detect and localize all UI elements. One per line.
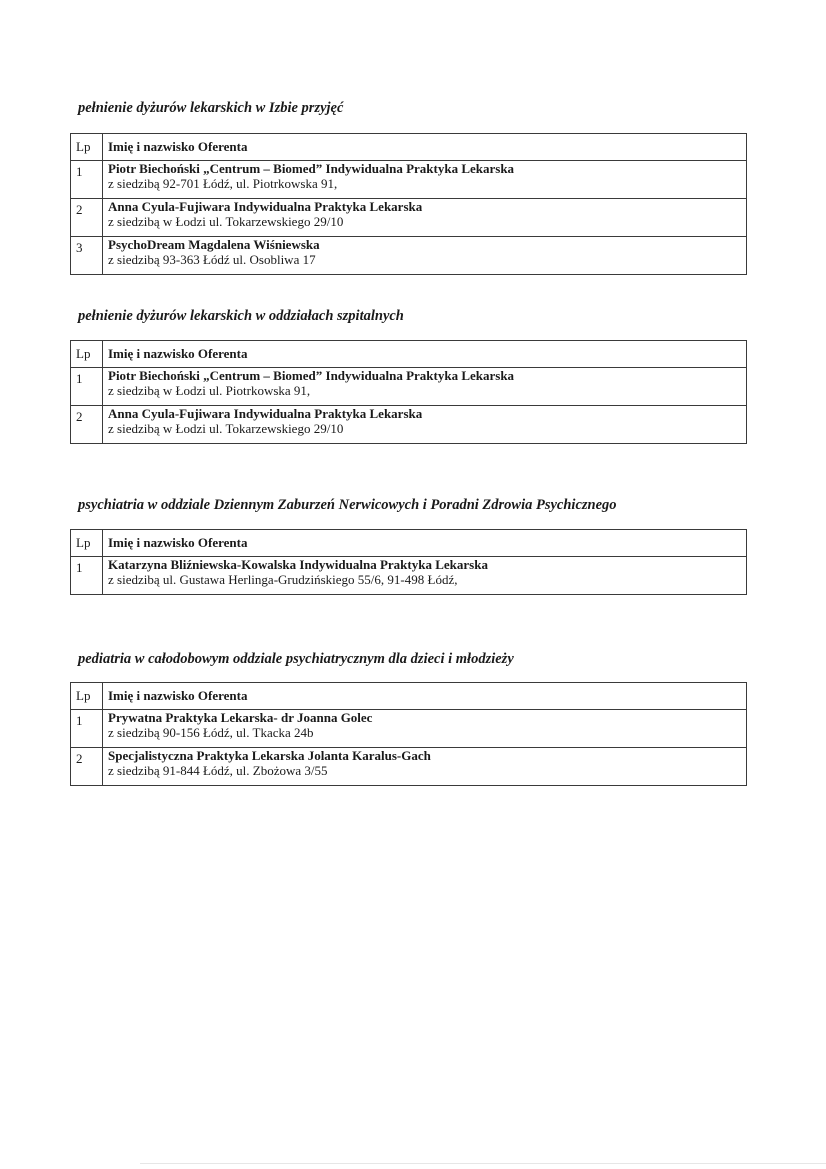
offerent-address: z siedzibą 92-701 Łódź, ul. Piotrkowska 91, bbox=[108, 176, 338, 191]
offerents-table bbox=[70, 133, 747, 275]
offerents-table bbox=[70, 340, 747, 444]
offerent-address: z siedzibą 91-844 Łódź, ul. Zbożowa 3/55 bbox=[108, 763, 328, 778]
table-header-row bbox=[71, 683, 747, 710]
offerent-name: Piotr Biechoński „Centrum – Biomed” Indywidualna Praktyka Lekarska bbox=[108, 368, 515, 383]
section-pediatric-psychiatry bbox=[70, 648, 747, 786]
offerent-cell bbox=[103, 710, 747, 748]
column-header-offerent-name: Imię i nazwisko Oferenta bbox=[103, 134, 747, 161]
row-number: 1 bbox=[71, 557, 103, 595]
column-header-offerent-name: Imię i nazwisko Oferenta bbox=[103, 683, 747, 710]
offerent-cell bbox=[103, 748, 747, 786]
section-title: psychiatria w oddziale Dziennym Zaburzeń Nerwicowych i Poradni Zdrowia Psychicznego bbox=[78, 497, 617, 513]
column-header-offerent-name: Imię i nazwisko Oferenta bbox=[103, 341, 747, 368]
table-row bbox=[71, 237, 747, 275]
offerent-cell bbox=[103, 557, 747, 595]
offerents-table bbox=[70, 682, 747, 786]
offerent-cell bbox=[103, 406, 747, 444]
offerent-address: z siedzibą w Łodzi ul. Piotrkowska 91, bbox=[108, 383, 311, 398]
section-title: pediatria w całodobowym oddziale psychiatrycznym dla dzieci i młodzieży bbox=[78, 651, 514, 667]
table-row bbox=[71, 161, 747, 199]
offerent-address: z siedzibą ul. Gustawa Herlinga-Grudzińskiego 55/6, 91-498 Łódź, bbox=[108, 572, 458, 587]
column-header-offerent-name: Imię i nazwisko Oferenta bbox=[103, 530, 747, 557]
section-admission-room bbox=[70, 97, 747, 275]
scan-edge-line bbox=[140, 1163, 826, 1164]
row-number: 3 bbox=[71, 237, 103, 275]
table-row bbox=[71, 748, 747, 786]
offerent-name: Prywatna Praktyka Lekarska- dr Joanna Golec bbox=[108, 710, 373, 725]
offerent-name: Katarzyna Bliźniewska-Kowalska Indywidualna Praktyka Lekarska bbox=[108, 557, 488, 572]
row-number: 1 bbox=[71, 161, 103, 199]
table-header-row bbox=[71, 530, 747, 557]
table-row bbox=[71, 557, 747, 595]
row-number: 1 bbox=[71, 710, 103, 748]
column-header-lp: Lp bbox=[71, 683, 103, 710]
table-row bbox=[71, 710, 747, 748]
row-number: 2 bbox=[71, 199, 103, 237]
offerent-cell bbox=[103, 161, 747, 199]
table-row bbox=[71, 406, 747, 444]
section-day-ward-psychiatry bbox=[70, 494, 747, 595]
column-header-lp: Lp bbox=[71, 530, 103, 557]
row-number: 1 bbox=[71, 368, 103, 406]
offerent-address: z siedzibą 90-156 Łódź, ul. Tkacka 24b bbox=[108, 725, 314, 740]
table-header-row bbox=[71, 341, 747, 368]
offerent-cell bbox=[103, 368, 747, 406]
offerent-name: Specjalistyczna Praktyka Lekarska Jolanta Karalus-Gach bbox=[108, 748, 431, 763]
offerent-name: PsychoDream Magdalena Wiśniewska bbox=[108, 237, 320, 252]
offerent-address: z siedzibą w Łodzi ul. Tokarzewskiego 29/10 bbox=[108, 214, 344, 229]
table-row bbox=[71, 368, 747, 406]
offerents-table bbox=[70, 529, 747, 595]
offerent-name: Piotr Biechoński „Centrum – Biomed” Indywidualna Praktyka Lekarska bbox=[108, 161, 515, 176]
offerent-cell bbox=[103, 237, 747, 275]
section-title: pełnienie dyżurów lekarskich w oddziałach szpitalnych bbox=[78, 308, 404, 324]
row-number: 2 bbox=[71, 748, 103, 786]
offerent-address: z siedzibą 93-363 Łódź ul. Osobliwa 17 bbox=[108, 252, 316, 267]
offerent-cell bbox=[103, 199, 747, 237]
table-header-row bbox=[71, 134, 747, 161]
section-hospital-wards bbox=[70, 305, 747, 444]
column-header-lp: Lp bbox=[71, 341, 103, 368]
column-header-lp: Lp bbox=[71, 134, 103, 161]
row-number: 2 bbox=[71, 406, 103, 444]
table-row bbox=[71, 199, 747, 237]
offerent-name: Anna Cyula-Fujiwara Indywidualna Praktyka Lekarska bbox=[108, 406, 423, 421]
offerent-address: z siedzibą w Łodzi ul. Tokarzewskiego 29/10 bbox=[108, 421, 344, 436]
offerent-name: Anna Cyula-Fujiwara Indywidualna Praktyka Lekarska bbox=[108, 199, 423, 214]
section-title: pełnienie dyżurów lekarskich w Izbie przyjęć bbox=[78, 100, 344, 116]
